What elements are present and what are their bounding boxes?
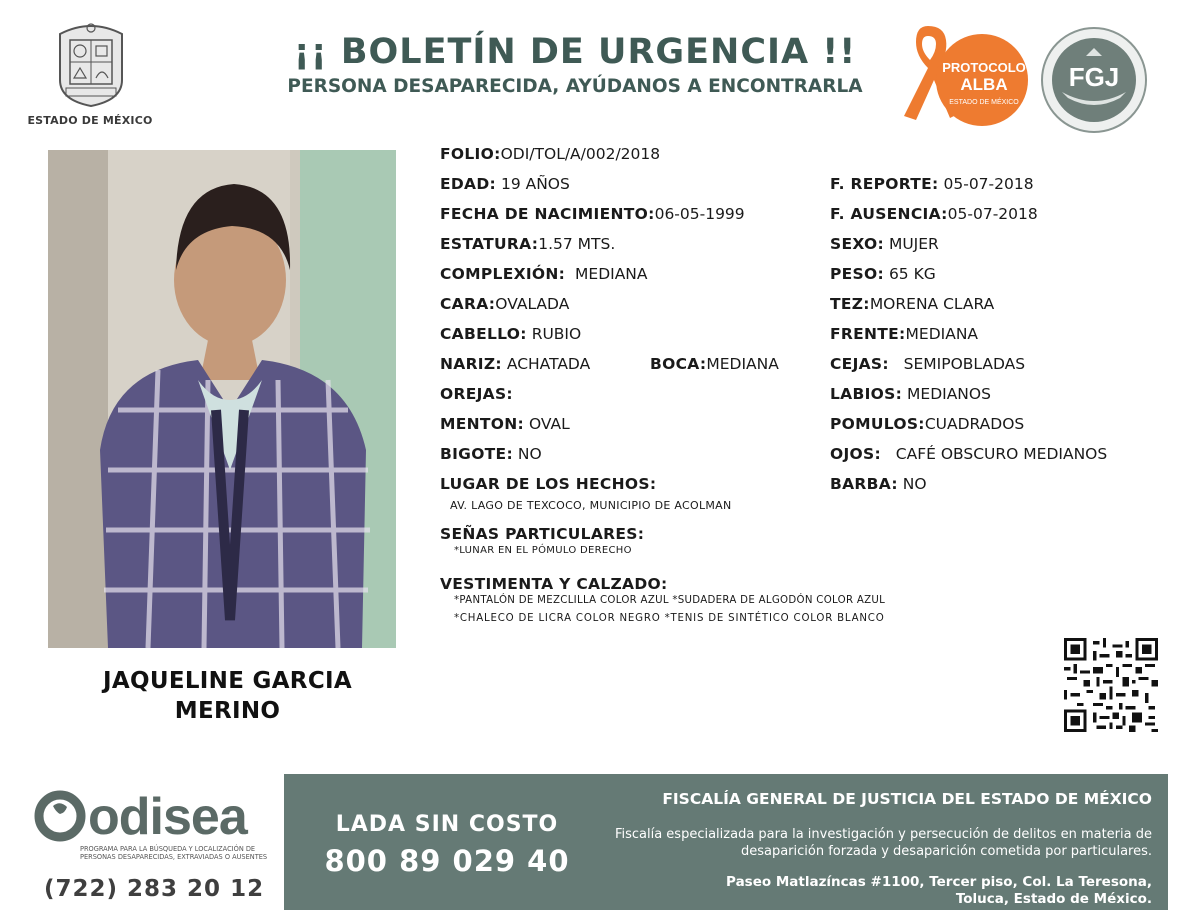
fgj-logo [1040, 26, 1148, 134]
field-vestimenta-line2: *CHALECO DE LICRA COLOR NEGRO *TENIS DE SINTÉTICO COLOR BLANCO [454, 613, 885, 624]
field-estatura: ESTATURA:1.57 MTS. [440, 235, 616, 253]
alba-line1: PROTOCOLO [942, 60, 1026, 75]
lada-sin-costo-label: LADA SIN COSTO [335, 812, 559, 837]
field-nariz: NARIZ: ACHATADA [440, 355, 591, 373]
fgj-text: FGJ [1068, 62, 1120, 92]
fiscalia-address-line2: Toluca, Estado de México. [955, 891, 1152, 907]
estado-de-mexico-seal-icon [52, 20, 130, 108]
qr-code-icon[interactable] [1064, 638, 1158, 732]
field-peso: PESO: 65 KG [830, 265, 936, 283]
missing-person-photo [48, 150, 396, 648]
field-senas-label: SEÑAS PARTICULARES: [440, 525, 645, 543]
fiscalia-description: Fiscalía especializada para la investigación y persecución de delitos en materia de desaparición forzada y desaparición cometida por particulares. [614, 827, 1152, 859]
field-orejas: OREJAS: [440, 385, 513, 403]
field-labios: LABIOS: MEDIANOS [830, 385, 991, 403]
field-menton: MENTON: OVAL [440, 415, 570, 433]
field-ojos: OJOS: CAFÉ OBSCURO MEDIANOS [830, 445, 1108, 463]
alba-line2: ALBA [960, 75, 1008, 94]
field-boca: BOCA:MEDIANA [650, 355, 779, 373]
person-name-line1: JAQUELINE GARCIA [103, 668, 352, 694]
odisea-wordmark: odisea [88, 788, 247, 846]
field-cara: CARA:OVALADA [440, 295, 570, 313]
field-tez: TEZ:MORENA CLARA [830, 295, 995, 313]
field-cabello: CABELLO: RUBIO [440, 325, 582, 343]
field-fecha-reporte: F. REPORTE: 05-07-2018 [830, 175, 1034, 193]
odisea-phone[interactable]: (722) 283 20 12 [44, 876, 265, 902]
field-lugar-value: AV. LAGO DE TEXCOCO, MUNICIPIO DE ACOLMAN [450, 499, 732, 512]
estado-de-mexico-label: ESTADO DE MÉXICO [27, 114, 153, 127]
field-fecha-nacimiento: FECHA DE NACIMIENTO:06-05-1999 [440, 205, 745, 223]
lada-sin-costo-number[interactable]: 800 89 029 40 [324, 844, 570, 878]
field-vestimenta-label: VESTIMENTA Y CALZADO: [440, 575, 668, 593]
map-pin-icon [53, 803, 67, 814]
alba-line3: ESTADO DE MÉXICO [949, 99, 1019, 106]
fiscalia-address-line1: Paseo Matlazíncas #1100, Tercer piso, Col. La Teresona, [726, 874, 1152, 890]
field-fecha-ausencia: F. AUSENCIA:05-07-2018 [830, 205, 1038, 223]
field-cejas: CEJAS: SEMIPOBLADAS [830, 355, 1026, 373]
field-sexo: SEXO: MUJER [830, 235, 939, 253]
field-senas-value: *LUNAR EN EL PÓMULO DERECHO [454, 545, 632, 556]
odisea-program-text: PROGRAMA PARA LA BÚSQUEDA Y LOCALIZACIÓN DE PERSONAS DESAPARECIDAS, EXTRAVIADAS O AUSENTES [80, 845, 268, 861]
field-edad: EDAD: 19 AÑOS [440, 175, 570, 193]
fiscalia-title: FISCALÍA GENERAL DE JUSTICIA DEL ESTADO DE MÉXICO [662, 790, 1152, 808]
field-bigote: BIGOTE: NO [440, 445, 542, 463]
field-barba: BARBA: NO [830, 475, 927, 493]
field-complexion: COMPLEXIÓN: MEDIANA [440, 265, 648, 283]
field-frente: FRENTE:MEDIANA [830, 325, 979, 343]
field-lugar-label: LUGAR DE LOS HECHOS: [440, 475, 657, 493]
field-pomulos: POMULOS:CUADRADOS [830, 415, 1025, 433]
bulletin-subtitle: PERSONA DESAPARECIDA, AYÚDANOS A ENCONTRARLA [287, 76, 863, 97]
field-vestimenta-line1: *PANTALÓN DE MEZCLILLA COLOR AZUL *SUDADERA DE ALGODÓN COLOR AZUL [454, 595, 886, 606]
bulletin-title: ¡¡ BOLETÍN DE URGENCIA !! [293, 32, 857, 72]
protocolo-alba-logo [898, 20, 1032, 132]
field-folio: FOLIO:ODI/TOL/A/002/2018 [440, 145, 661, 163]
person-name-line2: MERINO [174, 698, 281, 724]
